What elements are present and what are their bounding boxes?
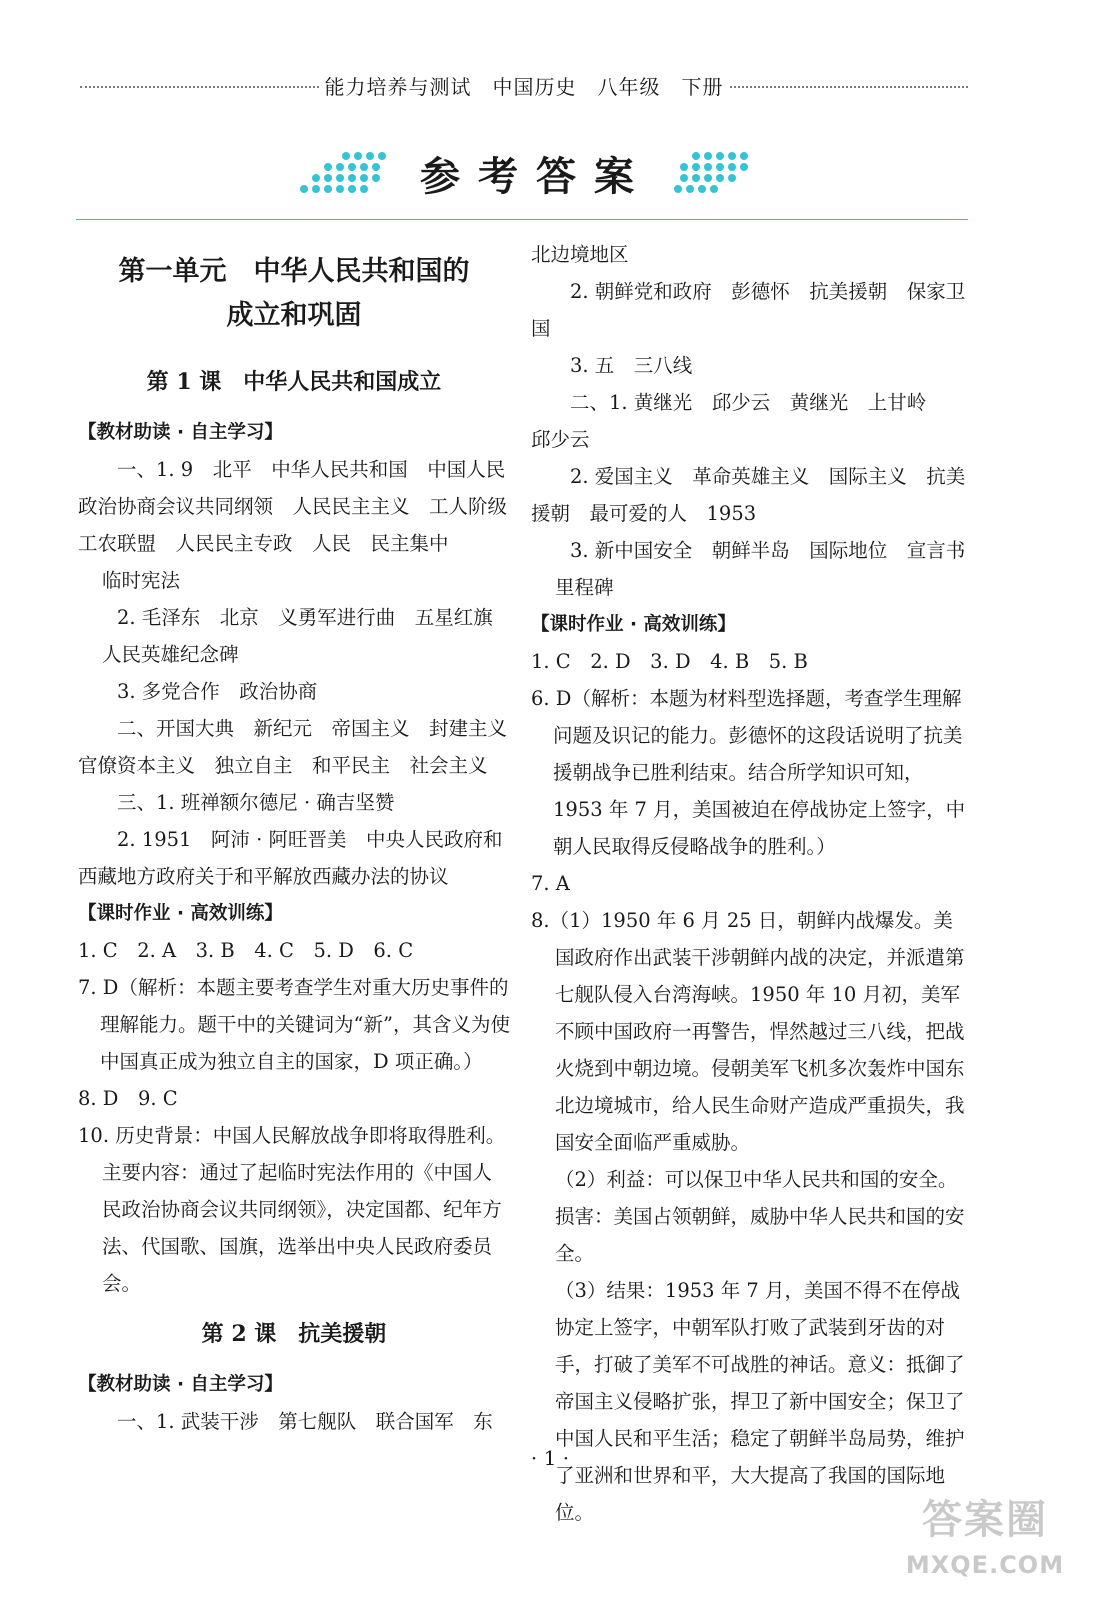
lesson1-title: 第 1 课 中华人民共和国成立 bbox=[146, 369, 442, 395]
watermark-url: MXQE.COM bbox=[905, 1551, 1065, 1579]
dot-pattern-right-icon bbox=[672, 148, 772, 198]
lesson1-section-reading: 【教材助读 · 自主学习】 bbox=[78, 422, 283, 443]
unit-title-line1: 第一单元 中华人民共和国的 bbox=[118, 256, 470, 287]
title-banner bbox=[280, 138, 780, 208]
lesson2-item-2: 2. 朝鲜党和政府 彭德怀 抗美援朝 保家卫国 bbox=[531, 280, 966, 340]
lesson1-answer-10: 10. 历史背景：中国人民解放战争即将取得胜利。 bbox=[78, 1124, 506, 1147]
lesson1-answers-1-6: 1. C 2. A 3. B 4. C 5. D 6. C bbox=[78, 939, 414, 962]
lesson2-item-4: 二、1. 黄继光 邱少云 黄继光 上甘岭 bbox=[570, 391, 927, 414]
lesson1-item-1: 一、1. 9 北平 中华人民共和国 中国人民政治协商会议共同纲领 人民民主主义 工人阶级 工农联盟 人民民主专政 人民 民主集中 bbox=[78, 458, 527, 555]
lesson2-answer-8: 8.（1）1950 年 6 月 25 日，朝鲜内战爆发。美国政府作出武装干涉朝鲜内战的决定，并派遣第七舰队侵入台湾海峡。1950 年 10 月初，美军不顾中国政府一再警告，悍然越过三八线，把战火烧到中朝边境。侵朝美军飞机多次轰炸中国东北边境城市，给人民生命财产造成严重损失，我国安全面临严重威胁。 bbox=[531, 909, 965, 1154]
lesson1-item-3: 3. 多党合作 政治协商 bbox=[117, 680, 318, 703]
lesson2-item-1-cont: 北边境地区 bbox=[531, 243, 629, 266]
lesson2-item-4b: 邱少云 bbox=[531, 428, 590, 451]
page-title: 参考答案 bbox=[420, 152, 652, 200]
title-divider bbox=[76, 219, 968, 220]
left-column bbox=[78, 236, 527, 1440]
lesson1-item-1b: 临时宪法 bbox=[102, 569, 181, 592]
lesson2-item-1: 一、1. 武装干涉 第七舰队 联合国军 东 bbox=[117, 1410, 493, 1433]
running-header bbox=[80, 70, 968, 100]
lesson2-title: 第 2 课 抗美援朝 bbox=[201, 1321, 387, 1347]
lesson1-answer-10b: 主要内容：通过了起临时宪法作用的《中国人民政治协商会议共同纲领》，决定国都、纪年方法、代国歌、国旗，选举出中央人民政府委员会。 bbox=[102, 1161, 502, 1295]
lesson2-answer-7: 7. A bbox=[531, 872, 570, 895]
page-number: · 1 · bbox=[530, 1446, 570, 1470]
header-dotted-rule-left bbox=[80, 86, 319, 88]
watermark-logo bbox=[895, 1490, 1075, 1590]
lesson1-item-2b: 人民英雄纪念碑 bbox=[102, 643, 239, 666]
header-dotted-rule-right bbox=[730, 86, 969, 88]
lesson1-item-6: 2. 1951 阿沛 · 阿旺晋美 中央人民政府和西藏地方政府关于和平解放西藏办法的协议 bbox=[78, 828, 503, 888]
header-text: 能力培养与测试 中国历史 八年级 下册 bbox=[324, 74, 724, 99]
unit-title bbox=[78, 236, 510, 356]
lesson1-item-5: 三、1. 班禅额尔德尼 · 确吉坚赞 bbox=[117, 791, 395, 814]
lesson2-answer-6: 6. D（解析：本题为材料型选择题，考查学生理解问题及识记的能力。彭德怀的这段话说明了抗美援朝战争已胜利结束。结合所学知识可知，1953 年 7 月，美国被迫在停战协定上签字，中朝人民取得反侵略战争的胜利。） bbox=[531, 687, 966, 858]
lesson2-answers-1-5: 1. C 2. D 3. D 4. B 5. B bbox=[531, 650, 808, 673]
unit-title-line2: 成立和巩固 bbox=[226, 300, 362, 331]
lesson1-answer-7: 7. D（解析：本题主要考查学生对重大历史事件的理解能力。题干中的关键词为“新”，其含义为使中国真正成为独立自主的国家，D 项正确。） bbox=[78, 976, 510, 1073]
lesson2-item-6: 3. 新中国安全 朝鲜半岛 国际地位 宣言书 bbox=[570, 539, 966, 562]
lesson2-item-5: 2. 爱国主义 革命英雄主义 国际主义 抗美援朝 最可爱的人 1953 bbox=[531, 465, 966, 525]
dot-pattern-left-icon bbox=[288, 148, 388, 198]
lesson2-answer-8c: （3）结果：1953 年 7 月，美国不得不在停战协定上签字，中朝军队打败了武装到牙齿的对手，打破了美军不可战胜的神话。意义：抵御了帝国主义侵略扩张，捍卫了新中国安全；保卫了中国人民和平生活；稳定了朝鲜半岛局势，维护了亚洲和世界和平，大大提高了我国的国际地位。 bbox=[555, 1279, 965, 1524]
lesson1-section-homework: 【课时作业 · 高效训练】 bbox=[78, 903, 283, 924]
lesson2-item-6b: 里程碑 bbox=[555, 576, 614, 599]
lesson2-section-homework: 【课时作业 · 高效训练】 bbox=[531, 614, 736, 635]
right-column bbox=[531, 236, 969, 1531]
watermark-text: 答案圈 bbox=[922, 1497, 1048, 1543]
lesson2-answer-8b: （2）利益：可以保卫中华人民共和国的安全。损害：美国占领朝鲜，威胁中华人民共和国的安全。 bbox=[555, 1168, 965, 1265]
lesson2-section-reading: 【教材助读 · 自主学习】 bbox=[78, 1374, 283, 1395]
lesson1-item-4: 二、开国大典 新纪元 帝国主义 封建主义 官僚资本主义 独立自主 和平民主 社会主义 bbox=[78, 717, 527, 777]
lesson2-item-3: 3. 五 三八线 bbox=[570, 354, 693, 377]
lesson1-item-2: 2. 毛泽东 北京 义勇军进行曲 五星红旗 bbox=[117, 606, 493, 629]
lesson1-answers-8-9: 8. D 9. C bbox=[78, 1087, 178, 1110]
